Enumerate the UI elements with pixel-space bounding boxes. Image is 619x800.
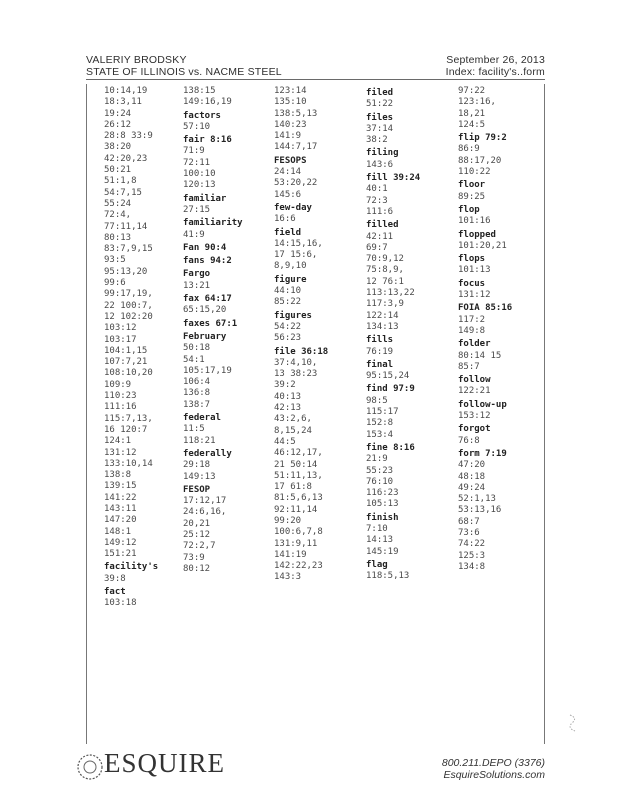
page-line-ref: 70:9,12	[366, 254, 404, 265]
page-line-ref: 141:22	[104, 492, 137, 503]
page-line-ref: 103:18	[104, 598, 137, 609]
page-line-ref: 41:9	[183, 229, 205, 240]
index-term: FOIA 85:16	[458, 303, 513, 314]
page-line-ref: 7:10	[366, 523, 388, 534]
page-line-ref: 40:1	[366, 184, 388, 195]
page-line-ref: 124:5	[458, 119, 486, 130]
page-line-ref: 117:2	[458, 314, 486, 325]
page-line-ref: 134:13	[366, 321, 399, 332]
index-term: FESOPS	[274, 155, 307, 166]
page-line-ref: 28:8 33:9	[104, 131, 153, 142]
page-line-ref: 111:6	[366, 206, 394, 217]
page-line-ref: 16:6	[274, 214, 296, 225]
page-line-ref: 68:7	[458, 516, 480, 527]
index-term: FESOP	[183, 484, 211, 495]
page-line-ref: 24:6,16,	[183, 507, 227, 518]
page-line-ref: 51:1,8	[104, 176, 137, 187]
page-line-ref: 72:11	[183, 157, 211, 168]
page-line-ref: 81:5,6,13	[274, 493, 323, 504]
page-line-ref: 80:13	[104, 232, 132, 243]
page-line-ref: 44:5	[274, 436, 296, 447]
page-line-ref: 138:15	[183, 86, 216, 96]
header-right	[446, 54, 545, 78]
page-line-ref: 98:5	[366, 395, 388, 406]
index-term: fill 39:24	[366, 173, 421, 184]
index-term: federally	[183, 448, 232, 459]
page-line-ref: 142:22,23	[274, 561, 323, 572]
index-term: follow-up	[458, 399, 507, 410]
index-term: flag	[366, 559, 388, 570]
page-line-ref: 101:20,21	[458, 240, 507, 251]
page-line-ref: 11:5	[183, 424, 205, 435]
page-line-ref: 144:7,17	[274, 142, 318, 153]
index-term: facility's	[104, 562, 159, 573]
page-line-ref: 107:7,21	[104, 357, 148, 368]
page-line-ref: 143:11	[104, 503, 137, 514]
page-line-ref: 141:19	[274, 549, 307, 560]
index-term: faxes 67:1	[183, 318, 238, 329]
index-term: fans 94:2	[183, 256, 232, 267]
index-term: flop	[458, 204, 480, 215]
index-column-5	[458, 86, 512, 573]
header-left	[86, 54, 282, 78]
page-line-ref: 38:2	[366, 135, 388, 146]
page-line-ref: 47:20	[458, 460, 486, 471]
right-border	[544, 84, 545, 744]
page-line-ref: 12 102:20	[104, 311, 153, 322]
page-line-ref: 99:20	[274, 515, 302, 526]
page-line-ref: 16 120:7	[104, 424, 148, 435]
index-term: figure	[274, 274, 307, 285]
page-line-ref: 140:23	[274, 119, 307, 130]
page-line-ref: 69:7	[366, 242, 388, 253]
page-line-ref: 138:7	[183, 399, 211, 410]
page-line-ref: 54:22	[274, 321, 302, 332]
page-line-ref: 73:9	[183, 552, 205, 563]
page-line-ref: 44:10	[274, 286, 302, 297]
page-line-ref: 53:13,16	[458, 505, 502, 516]
page-line-ref: 72:2,7	[183, 541, 216, 552]
page-line-ref: 8,9,10	[274, 261, 307, 272]
page-line-ref: 131:12	[458, 290, 491, 301]
footer-contact	[442, 757, 545, 781]
page-line-ref: 37:4,10,	[274, 357, 318, 368]
page-line-ref: 72:4,	[104, 210, 132, 221]
index-term: final	[366, 359, 394, 370]
index-term: file 36:18	[274, 346, 329, 357]
page-line-ref: 145:6	[274, 189, 302, 200]
page-line-ref: 76:19	[366, 346, 394, 357]
page-line-ref: 39:8	[104, 573, 126, 584]
index-term: factors	[183, 110, 221, 121]
page-line-ref: 57:10	[183, 121, 211, 132]
page-line-ref: 145:19	[366, 546, 399, 557]
page-line-ref: 99:6	[104, 278, 126, 289]
left-border	[86, 84, 87, 744]
page-line-ref: 131:9,11	[274, 538, 318, 549]
page-line-ref: 88:17,20	[458, 155, 502, 166]
page-line-ref: 148:1	[104, 526, 132, 537]
page-line-ref: 117:3,9	[366, 299, 404, 310]
page-line-ref: 118:5,13	[366, 571, 410, 582]
page-line-ref: 100:10	[183, 169, 216, 180]
page-line-ref: 22 100:7,	[104, 300, 153, 311]
page-line-ref: 141:9	[274, 131, 302, 142]
page-line-ref: 101:13	[458, 265, 491, 276]
page-line-ref: 109:9	[104, 379, 132, 390]
page-line-ref: 80:14 15	[458, 350, 502, 361]
page-line-ref: 42:20,23	[104, 153, 148, 164]
page-line-ref: 8,15,24	[274, 425, 312, 436]
index-term: folder	[458, 339, 491, 350]
index-term: field	[274, 227, 302, 238]
page-line-ref: 48:18	[458, 471, 486, 482]
page-line-ref: 111:16	[104, 402, 137, 413]
index-term: Fan 90:4	[183, 242, 227, 253]
index-term: forgot	[458, 424, 491, 435]
page-line-ref: 113:13,22	[366, 288, 415, 299]
page-line-ref: 24:14	[274, 167, 302, 178]
page-line-ref: 93:5	[104, 255, 126, 266]
page-line-ref: 77:11,14	[104, 221, 148, 232]
page-line-ref: 133:10,14	[104, 458, 153, 469]
page-line-ref: 103:17	[104, 334, 137, 345]
page-line-ref: 115:17	[366, 407, 399, 418]
page-line-ref: 76:8	[458, 435, 480, 446]
page-line-ref: 83:7,9,15	[104, 244, 153, 255]
index-column-1	[104, 86, 158, 610]
page-line-ref: 149:13	[183, 471, 216, 482]
page-line-ref: 110:23	[104, 391, 137, 402]
index-term: flopped	[458, 229, 496, 240]
page-line-ref: 27:15	[183, 204, 211, 215]
index-term: flops	[458, 254, 486, 265]
page-line-ref: 65:15,20	[183, 305, 227, 316]
page-line-ref: 95:13,20	[104, 266, 148, 277]
page-line-ref: 76:10	[366, 476, 394, 487]
page-line-ref: 103:12	[104, 323, 137, 334]
page-line-ref: 138:5,13	[274, 108, 318, 119]
page-line-ref: 29:18	[183, 460, 211, 471]
index-term: focus	[458, 278, 486, 289]
page-line-ref: 149:16,19	[183, 97, 232, 108]
page-line-ref: 131:12	[104, 447, 137, 458]
case-title: STATE OF ILLINOIS vs. NACME STEEL	[86, 66, 282, 78]
page-line-ref: 116:23	[366, 488, 399, 499]
page-line-ref: 13:21	[183, 280, 211, 291]
page-line-ref: 122:21	[458, 386, 491, 397]
page-line-ref: 101:16	[458, 216, 491, 227]
page-line-ref: 10:14,19	[104, 86, 148, 96]
index-term: fills	[366, 335, 394, 346]
page-line-ref: 143:3	[274, 572, 302, 583]
index-term: fine 8:16	[366, 442, 415, 453]
page-line-ref: 12 76:1	[366, 276, 404, 287]
index-term: familiarity	[183, 218, 243, 229]
page-line-ref: 123:16,	[458, 97, 496, 108]
scan-smudge-icon	[566, 712, 584, 734]
page-line-ref: 92:11,14	[274, 504, 318, 515]
page-line-ref: 17:12,17	[183, 496, 227, 507]
index-term: filled	[366, 220, 399, 231]
page-line-ref: 14:13	[366, 535, 394, 546]
page-line-ref: 123:14	[274, 86, 307, 96]
page-line-ref: 86:9	[458, 144, 480, 155]
page-line-ref: 40:13	[274, 391, 302, 402]
page-line-ref: 122:14	[366, 310, 399, 321]
page-line-ref: 135:10	[274, 97, 307, 108]
page-line-ref: 71:9	[183, 146, 205, 157]
page-line-ref: 118:21	[183, 435, 216, 446]
page-line-ref: 85:22	[274, 297, 302, 308]
index-range: Index: facility's..form	[445, 66, 545, 78]
page-line-ref: 20,21	[183, 518, 211, 529]
page-line-ref: 138:8	[104, 470, 132, 481]
page-line-ref: 74:22	[458, 539, 486, 550]
index-column-2	[183, 86, 243, 575]
index-term: fax 64:17	[183, 294, 232, 305]
page-line-ref: 55:23	[366, 465, 394, 476]
page-line-ref: 75:8,9,	[366, 265, 404, 276]
page-line-ref: 80:12	[183, 563, 211, 574]
footer-website: EsquireSolutions.com	[443, 769, 545, 781]
page-line-ref: 89:25	[458, 191, 486, 202]
index-term: find 97:9	[366, 384, 415, 395]
page-line-ref: 105:13	[366, 499, 399, 510]
page-line-ref: 134:8	[458, 561, 486, 572]
page-line-ref: 21:9	[366, 454, 388, 465]
page-line-ref: 147:20	[104, 515, 137, 526]
page-line-ref: 19:24	[104, 108, 132, 119]
index-column-3	[274, 86, 328, 584]
page-line-ref: 104:1,15	[104, 345, 148, 356]
page-line-ref: 124:1	[104, 436, 132, 447]
page-line-ref: 97:22	[458, 86, 486, 96]
page-line-ref: 54:1	[183, 354, 205, 365]
depo-date: September 26, 2013	[446, 54, 545, 66]
index-term: filed	[366, 88, 394, 98]
index-term: flip 79:2	[458, 133, 507, 144]
index-term: floor	[458, 180, 486, 191]
page-line-ref: 17 15:6,	[274, 250, 318, 261]
page-line-ref: 50:21	[104, 165, 132, 176]
page-line-ref: 85:7	[458, 361, 480, 372]
page-line-ref: 43:2,6,	[274, 414, 312, 425]
page-line-ref: 136:8	[183, 388, 211, 399]
index-term: Fargo	[183, 269, 211, 280]
page-line-ref: 42:11	[366, 231, 394, 242]
page-line-ref: 139:15	[104, 481, 137, 492]
page-line-ref: 99:17,19,	[104, 289, 153, 300]
index-term: familiar	[183, 193, 227, 204]
page-line-ref: 125:3	[458, 550, 486, 561]
page-line-ref: 18:3,11	[104, 97, 142, 108]
page-line-ref: 115:7,13,	[104, 413, 153, 424]
page-line-ref: 106:4	[183, 377, 211, 388]
index-column-4	[366, 86, 420, 582]
page-line-ref: 51:22	[366, 99, 394, 110]
page-line-ref: 95:15,24	[366, 371, 410, 382]
page-line-ref: 56:23	[274, 333, 302, 344]
index-term: figures	[274, 310, 312, 321]
page-line-ref: 21 50:14	[274, 459, 318, 470]
page-line-ref: 14:15,16,	[274, 238, 323, 249]
page-line-ref: 53:20,22	[274, 178, 318, 189]
page-line-ref: 149:8	[458, 325, 486, 336]
index-term: February	[183, 331, 227, 342]
page-line-ref: 42:13	[274, 403, 302, 414]
index-term: few-day	[274, 202, 312, 213]
index-term: fair 8:16	[183, 135, 232, 146]
page-line-ref: 25:12	[183, 529, 211, 540]
index-term: filing	[366, 148, 399, 159]
index-term: federal	[183, 413, 221, 424]
page-line-ref: 17 61:8	[274, 482, 312, 493]
index-term: files	[366, 112, 394, 123]
page-line-ref: 153:12	[458, 411, 491, 422]
page-line-ref: 100:6,7,8	[274, 527, 323, 538]
page-line-ref: 26:12	[104, 119, 132, 130]
page-line-ref: 72:3	[366, 195, 388, 206]
header-rule	[86, 79, 545, 80]
footer-phone: 800.211.DEPO (3376)	[441, 757, 545, 769]
page-line-ref: 151:21	[104, 549, 137, 560]
page-line-ref: 39:2	[274, 380, 296, 391]
page-line-ref: 105:17,19	[183, 365, 232, 376]
page-line-ref: 110:22	[458, 167, 491, 178]
page-line-ref: 73:6	[458, 527, 480, 538]
page-line-ref: 120:13	[183, 180, 216, 191]
page-line-ref: 13 38:23	[274, 369, 318, 380]
page-line-ref: 52:1,13	[458, 494, 496, 505]
page-line-ref: 46:12,17,	[274, 448, 323, 459]
esquire-logo-text: ESQUIRE	[104, 748, 225, 778]
index-term: follow	[458, 375, 491, 386]
index-term: form 7:19	[458, 448, 507, 459]
page-line-ref: 38:20	[104, 142, 132, 153]
witness-name: VALERIY BRODSKY	[86, 54, 187, 66]
page-line-ref: 37:14	[366, 123, 394, 134]
page-line-ref: 51:11,13,	[274, 470, 323, 481]
index-term: fact	[104, 587, 126, 598]
page-line-ref: 153:4	[366, 429, 394, 440]
page-line-ref: 152:8	[366, 418, 394, 429]
page-line-ref: 55:24	[104, 198, 132, 209]
page-line-ref: 50:18	[183, 343, 211, 354]
page-line-ref: 18,21	[458, 108, 486, 119]
page-line-ref: 108:10,20	[104, 368, 153, 379]
page-line-ref: 49:24	[458, 482, 486, 493]
index-term: finish	[366, 512, 399, 523]
page-line-ref: 149:12	[104, 537, 137, 548]
page-line-ref: 54:7,15	[104, 187, 142, 198]
page-line-ref: 143:6	[366, 159, 394, 170]
